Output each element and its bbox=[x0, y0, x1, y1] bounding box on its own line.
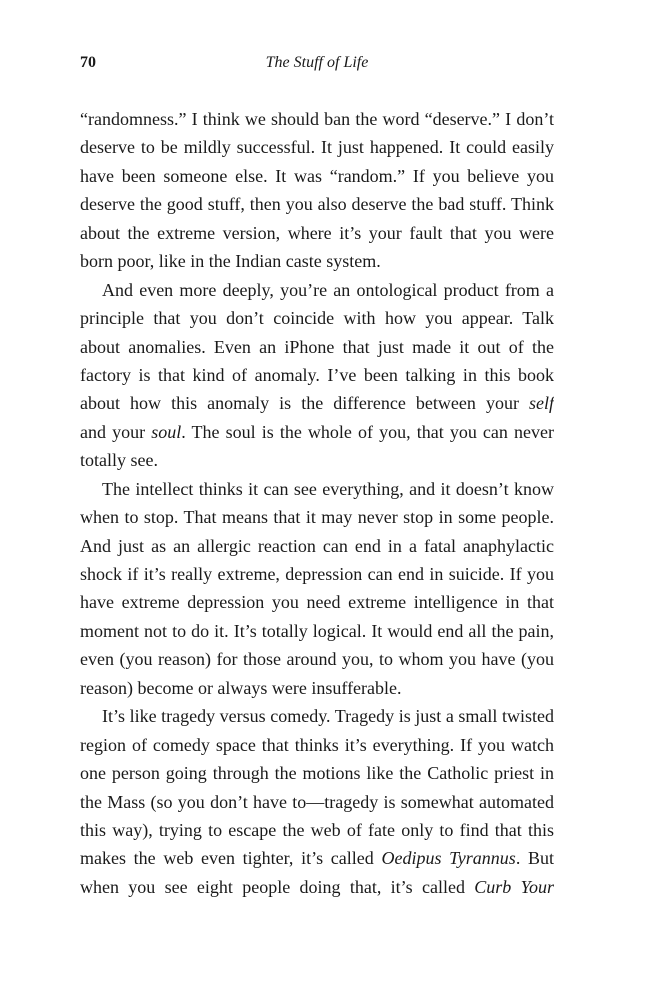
text-line: The intellect thinks it can see everything, and it doesn’t know bbox=[102, 478, 554, 499]
text-line: about anomalies. Even an iPhone that just made it out of the bbox=[80, 336, 554, 357]
running-head bbox=[80, 54, 554, 78]
text-line: It’s like tragedy versus comedy. Tragedy is just a small twisted bbox=[102, 706, 554, 727]
text-line: region of comedy space that thinks it’s everything. If you watch bbox=[80, 734, 554, 755]
text-line: born poor, like in the Indian caste system. bbox=[80, 251, 381, 272]
text-line: even (you reason) for those around you, to whom you have (you bbox=[80, 649, 554, 670]
text-line: the Mass (so you don’t have to—tragedy is somewhat automated bbox=[80, 791, 554, 812]
text-line: totally see. bbox=[80, 450, 158, 471]
text-line: about the extreme version, where it’s your fault that you were bbox=[80, 222, 554, 243]
text-line: moment not to do it. It’s totally logical. It would end all the pain, bbox=[80, 620, 554, 641]
text-line: And just as an allergic reaction can end in a fatal anaphylactic bbox=[80, 535, 554, 556]
text-line: deserve to be mildly successful. It just happened. It could easily bbox=[80, 137, 554, 158]
text-line: reason) become or always were insufferable. bbox=[80, 677, 402, 698]
text-line: shock if it’s really extreme, depression can end in suicide. If you bbox=[80, 564, 554, 584]
text-line: have extreme depression you need extreme intelligence in that bbox=[80, 592, 554, 613]
text-line: one person going through the motions like the Catholic priest in bbox=[80, 763, 554, 784]
text-line: principle that you don’t coincide with how you appear. Talk bbox=[80, 308, 554, 329]
text-line: when to stop. That means that it may never stop in some people. bbox=[80, 507, 554, 528]
text-line: when you see eight people doing that, it’s called Curb Your bbox=[80, 876, 554, 897]
text-line: about how this anomaly is the difference between your self bbox=[80, 393, 554, 414]
text-line: And even more deeply, you’re an ontological product from a bbox=[102, 279, 554, 300]
text-line: factory is that kind of anomaly. I’ve been talking in this book bbox=[80, 364, 554, 385]
page-number: 70 bbox=[80, 54, 96, 71]
text-line: deserve the good stuff, then you also deserve the bad stuff. Think bbox=[80, 194, 554, 215]
text-line: and your soul. The soul is the whole of you, that you can never bbox=[80, 421, 554, 442]
running-title: The Stuff of Life bbox=[265, 54, 369, 71]
text-line: “randomness.” I think we should ban the word “deserve.” I don’t bbox=[80, 109, 554, 129]
body-text bbox=[80, 105, 554, 901]
text-line: makes the web even tighter, it’s called Oedipus Tyrannus. But bbox=[80, 848, 554, 869]
text-line: have been someone else. It was “random.” If you believe you bbox=[80, 165, 554, 186]
text-line: this way), trying to escape the web of fate only to find that this bbox=[80, 819, 554, 840]
